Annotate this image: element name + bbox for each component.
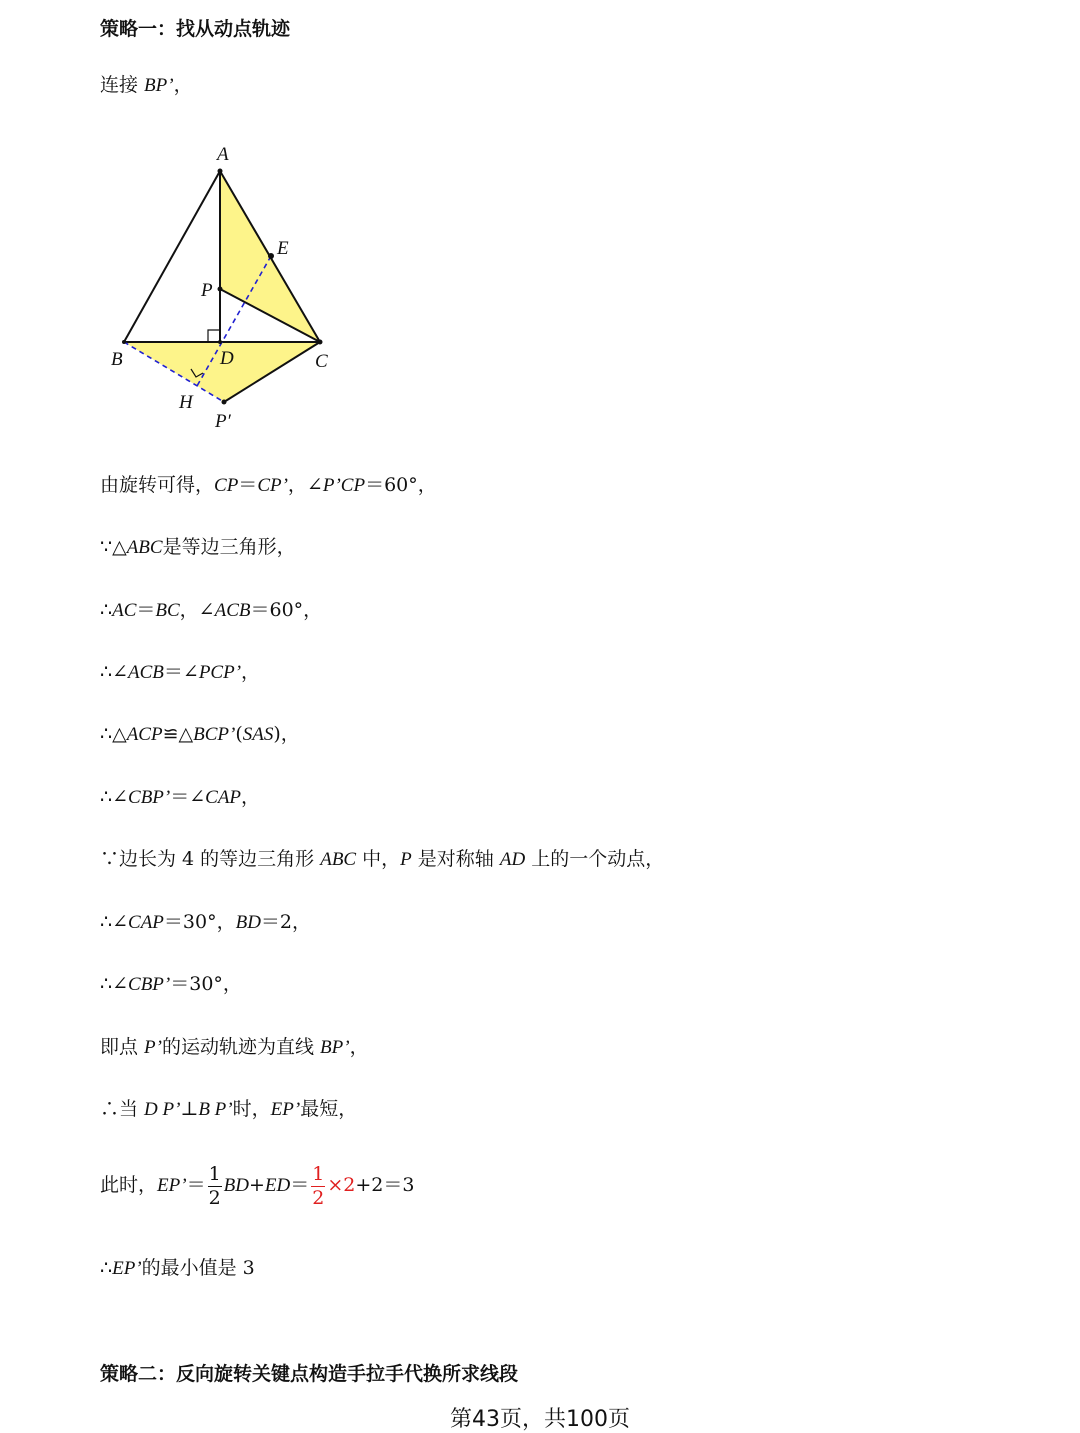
text-line-6: ∴∠CBP’＝∠CAP， [100, 786, 261, 808]
text-line-11: ∴当 D P’⊥B P’时，EP’最短， [100, 1098, 358, 1120]
heading-strategy-2: 策略二：反向旋转关键点构造手拉手代换所求线段 [100, 1363, 519, 1385]
text-line-10: 即点 P’的运动轨迹为直线 BP’， [100, 1036, 369, 1058]
fraction-half-1: $\frac{1}{2}$ [208, 1162, 221, 1209]
heading-strategy-1: 策略一：找从动点轨迹 [100, 18, 291, 40]
label-c: C [315, 351, 328, 372]
label-a: A [217, 144, 229, 165]
label-b: B [111, 349, 123, 370]
text-line-3: ∴AC＝BC，∠ACB＝60°， [100, 599, 323, 621]
point-b [122, 340, 126, 344]
text-line-2: ∵△ABC是等边三角形， [100, 536, 296, 558]
text-line-7: ∵边长为 4 的等边三角形 ABC 中，P 是对称轴 AD 上的一个动点， [100, 848, 665, 870]
point-c [318, 340, 323, 345]
label-d: D [220, 348, 234, 369]
text-line-1: 由旋转可得，CP＝CP’，∠P’CP＝60°， [100, 474, 437, 496]
point-a [218, 169, 223, 174]
text-line-4: ∴∠ACB＝∠PCP’， [100, 661, 261, 683]
right-angle-d [208, 330, 220, 342]
point-p-prime [222, 400, 227, 405]
text-line-8: ∴∠CAP＝30°，BD＝2， [100, 911, 312, 933]
point-d [218, 340, 222, 344]
text-line-12: 此时，EP’＝ $\frac{1}{2}$ BD+ED＝ $\frac{1}{2}$ ×2+2＝3 [100, 1162, 415, 1209]
label-p-prime: P′ [215, 411, 231, 432]
connect-line: 连接 BP’， [100, 74, 193, 96]
geometry-figure [105, 140, 345, 440]
point-p [218, 287, 223, 292]
page-footer: 第43页，共100页 [450, 1407, 630, 1432]
label-p: P [201, 280, 213, 301]
label-e: E [277, 238, 289, 259]
segment-ab [124, 171, 220, 342]
fraction-half-2: $\frac{1}{2}$ [312, 1162, 325, 1209]
text-line-9: ∴∠CBP’＝30°， [100, 973, 242, 995]
text-line-5: ∴△ACP≌△BCP’(SAS)， [100, 723, 300, 745]
label-h: H [179, 392, 193, 413]
text-line-13: ∴EP’的最小值是 3 [100, 1257, 255, 1279]
point-e [268, 253, 274, 259]
